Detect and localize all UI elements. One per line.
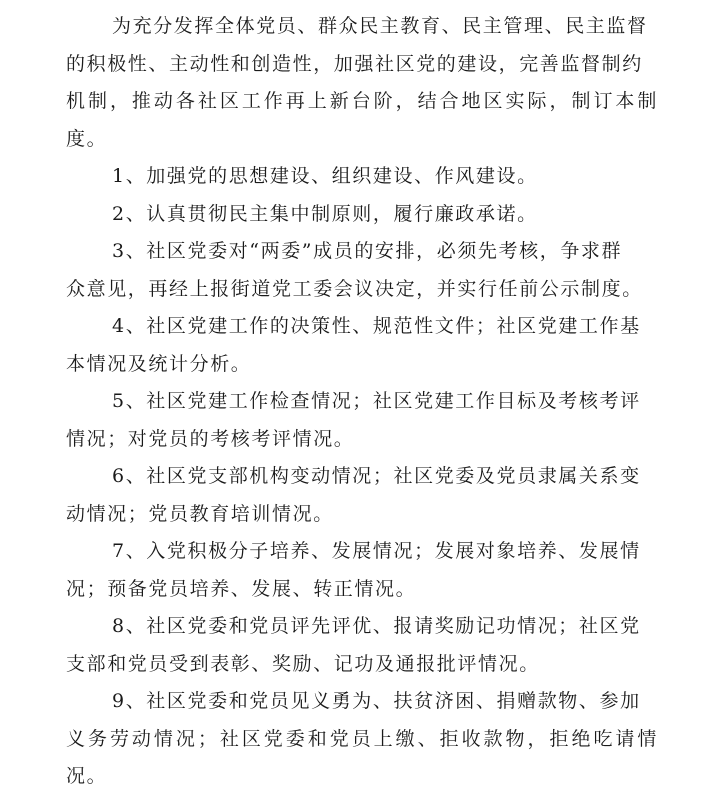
item-6 xyxy=(66,458,658,533)
item-8-line-2: 支部和党员受到表彰、奖励、记功及通报批评情况。 xyxy=(66,652,540,675)
item-1-line-1: 1、加强党的思想建设、组织建设、作风建设。 xyxy=(112,165,538,187)
item-8 xyxy=(66,608,658,683)
item-4-line-2: 本情况及统计分析。 xyxy=(66,352,252,375)
item-2 xyxy=(66,196,658,234)
item-3-line-2: 众意见，再经上报街道党工委会议决定，并实行任前公示制度。 xyxy=(66,277,643,300)
item-5 xyxy=(66,383,658,458)
item-9 xyxy=(66,683,658,796)
item-9-line-2: 义务劳动情况；社区党委和党员上缴、拒收款物，拒绝吃请情况。 xyxy=(66,727,658,787)
item-3 xyxy=(66,233,658,308)
intro-paragraph xyxy=(66,8,658,158)
item-3-line-1: 3、社区党委对“两委”成员的安排，必须先考核，争求群 xyxy=(112,240,623,262)
document-body xyxy=(66,8,658,796)
item-2-line-1: 2、认真贯彻民主集中制原则，履行廉政承诺。 xyxy=(112,202,538,225)
item-6-line-2: 动情况；党员教育培训情况。 xyxy=(66,502,334,525)
intro-line-2: 的积极性、主动性和创造性，加强社区党的建设，完善监督制约 xyxy=(66,52,643,75)
item-7 xyxy=(66,533,658,608)
item-9-line-1: 9、社区党委和党员见义勇为、扶贫济困、捐赠款物、参加 xyxy=(112,690,641,712)
intro-line-1: 为充分发挥全体党员、群众民主教育、民主管理、民主监督 xyxy=(112,15,648,37)
intro-line-3: 机制，推动各社区工作再上新台阶，结合地区实际，制订本制度。 xyxy=(66,90,658,150)
item-7-line-2: 况；预备党员培养、发展、转正情况。 xyxy=(66,577,417,600)
item-4 xyxy=(66,308,658,383)
item-4-line-1: 4、社区党建工作的决策性、规范性文件；社区党建工作基 xyxy=(112,315,641,337)
item-7-line-1: 7、入党积极分子培养、发展情况；发展对象培养、发展情 xyxy=(112,540,641,562)
item-5-line-2: 情况；对党员的考核考评情况。 xyxy=(66,427,355,450)
item-6-line-1: 6、社区党支部机构变动情况；社区党委及党员隶属关系变 xyxy=(112,465,641,487)
item-8-line-1: 8、社区党委和党员评先评优、报请奖励记功情况；社区党 xyxy=(112,615,641,637)
item-1 xyxy=(66,158,658,196)
item-5-line-1: 5、社区党建工作检查情况；社区党建工作目标及考核考评 xyxy=(112,390,641,412)
